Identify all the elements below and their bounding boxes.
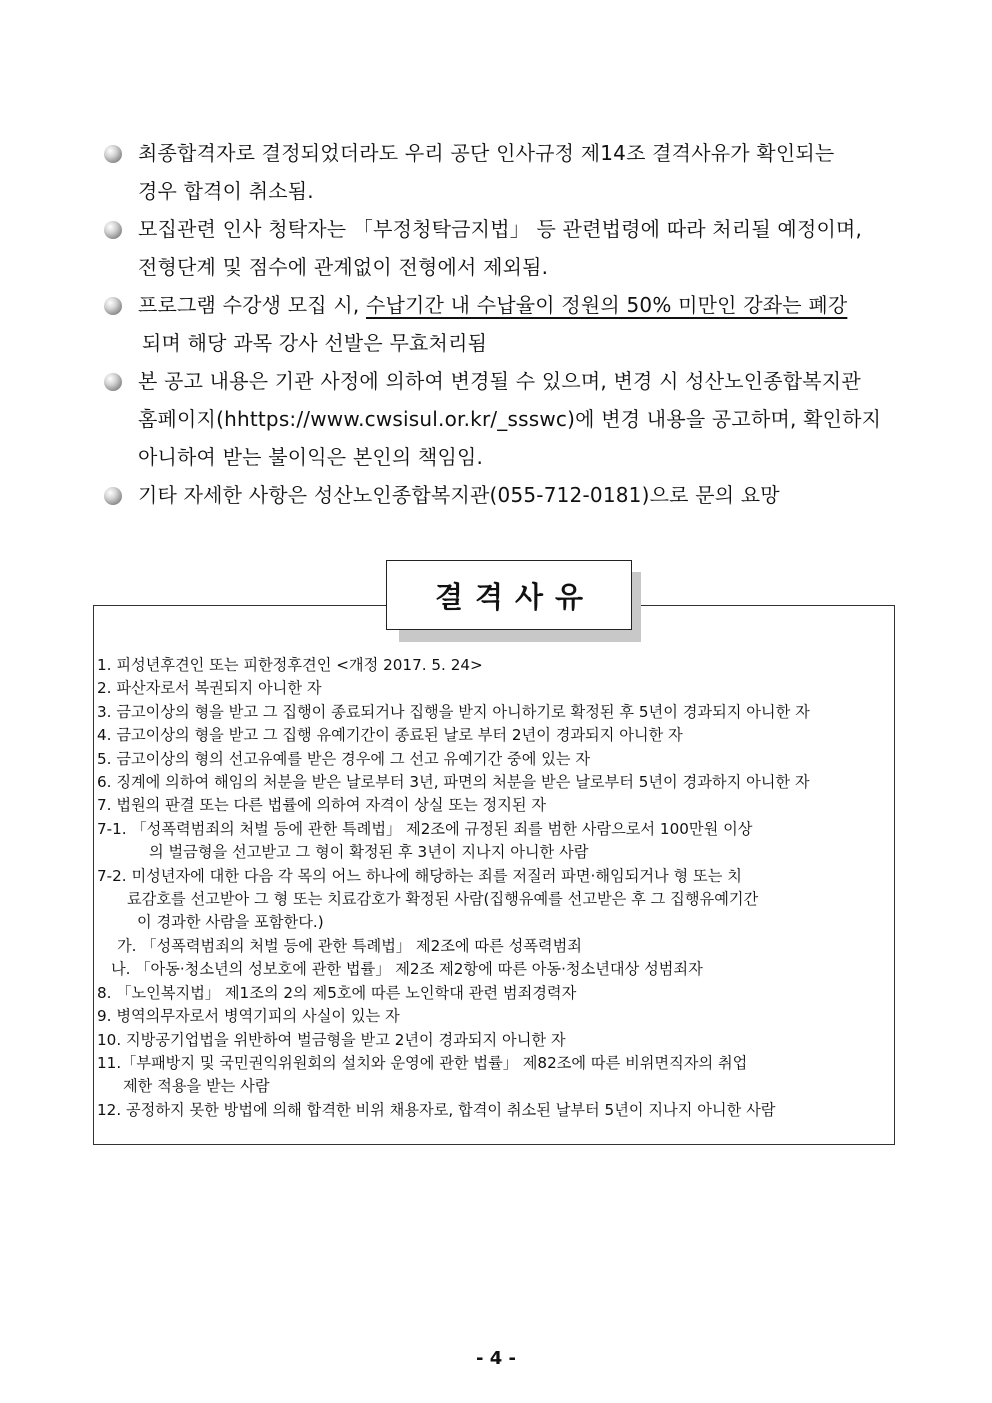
disqualification-list [97,654,892,1122]
notice-line: 아니하여 받는 불이익은 본인의 책임임. [138,445,484,469]
bullet-icon [104,145,122,163]
list-item: 9. 병역의무자로서 병역기피의 사실이 있는 자 [97,1007,400,1026]
list-item-continuation: 의 벌금형을 선고받고 그 형이 확정된 후 3년이 지나지 아니한 사람 [149,843,589,862]
bullet-icon [104,373,122,391]
notice-item [104,286,924,362]
notice-line: 본 공고 내용은 기관 사정에 의하여 변경될 수 있으며, 변경 시 성산노인종합복지관 [138,369,861,393]
list-sub-item: 가. 「성폭력범죄의 처벌 등에 관한 특례법」 제2조에 따른 성폭력범죄 [117,936,582,955]
page-number: - 4 - [476,1348,516,1369]
list-item: 3. 금고이상의 형을 받고 그 집행이 종료되거나 집행을 받지 아니하기로 확정된 후 5년이 경과되지 아니한 자 [97,702,810,721]
notice-item [104,134,924,210]
list-item-continuation: 이 경과한 사람을 포함한다.) [137,913,324,932]
notice-line: 전형단계 및 점수에 관계없이 전형에서 제외됨. [138,255,549,279]
notice-list [104,134,924,514]
list-item: 7. 법원의 판결 또는 다른 법률에 의하여 자격이 상실 또는 정지된 자 [97,796,547,815]
notice-item [104,476,924,514]
list-item: 7-1. 「성폭력범죄의 처벌 등에 관한 특례법」 제2조에 규정된 죄를 범한 사람으로서 100만원 이상 [97,819,753,838]
list-item-continuation: 료감호를 선고받아 그 형 또는 치료감호가 확정된 사람(집행유예를 선고받은 후 그 집행유예기간 [127,890,759,909]
notice-item [104,362,924,476]
disqualification-title-box [386,560,632,630]
bullet-icon [104,297,122,315]
notice-line: 홈페이지(hhttps://www.cwsisul.or.kr/_ssswc)에 변경 내용을 공고하며, 확인하지 [138,407,882,431]
list-item: 8. 「노인복지법」 제1조의 2의 제5호에 따른 노인학대 관련 범죄경력자 [97,983,577,1002]
notice-item [104,210,924,286]
list-item: 6. 징계에 의하여 해임의 처분을 받은 날로부터 3년, 파면의 처분을 받은 날로부터 5년이 경과하지 아니한 자 [97,773,810,792]
list-item: 7-2. 미성년자에 대한 다음 각 목의 어느 하나에 해당하는 죄를 저질러 파면·해임되거나 형 또는 치 [97,866,742,885]
list-sub-item: 나. 「아동·청소년의 성보호에 관한 법률」 제2조 제2항에 따른 아동·청소년대상 성범죄자 [111,960,703,979]
list-item: 10. 지방공기업법을 위반하여 벌금형을 받고 2년이 경과되지 아니한 자 [97,1030,566,1049]
underlined-emphasis: 수납기간 내 수납율이 정원의 50% 미만인 강좌는 폐강 [366,293,848,317]
list-item: 12. 공정하지 못한 방법에 의해 합격한 비위 채용자로, 합격이 취소된 날부터 5년이 지나지 아니한 사람 [97,1100,776,1119]
list-item: 11.「부패방지 및 국민권익위원회의 설치와 운영에 관한 법률」 제82조에 따른 비위면직자의 취업 [97,1053,748,1072]
notice-line: 경우 합격이 취소됨. [138,179,314,203]
notice-line: 기타 자세한 사항은 성산노인종합복지관(055-712-0181)으로 문의 요망 [138,483,780,507]
list-item: 1. 피성년후견인 또는 피한정후견인 <개정 2017. 5. 24> [97,656,483,674]
list-item: 5. 금고이상의 형의 선고유예를 받은 경우에 그 선고 유예기간 중에 있는 자 [97,749,591,768]
disqualification-title: 결격사유 [434,579,596,614]
list-item: 2. 파산자로서 복권되지 아니한 자 [97,679,322,698]
list-item-continuation: 제한 적용을 받는 사람 [123,1077,270,1096]
notice-line: 되며 해당 과목 강사 선발은 무효처리됨 [142,331,488,355]
notice-line [138,286,924,324]
bullet-icon [104,221,122,239]
notice-text: 프로그램 수강생 모집 시, [138,293,366,317]
bullet-icon [104,487,122,505]
notice-line: 모집관련 인사 청탁자는 「부정청탁금지법」 등 관련법령에 따라 처리될 예정이며, [138,217,863,241]
list-item: 4. 금고이상의 형을 받고 그 집행 유예기간이 종료된 날로 부터 2년이 경과되지 아니한 자 [97,726,683,745]
notice-line: 최종합격자로 결정되었더라도 우리 공단 인사규정 제14조 결격사유가 확인되는 [138,141,835,165]
